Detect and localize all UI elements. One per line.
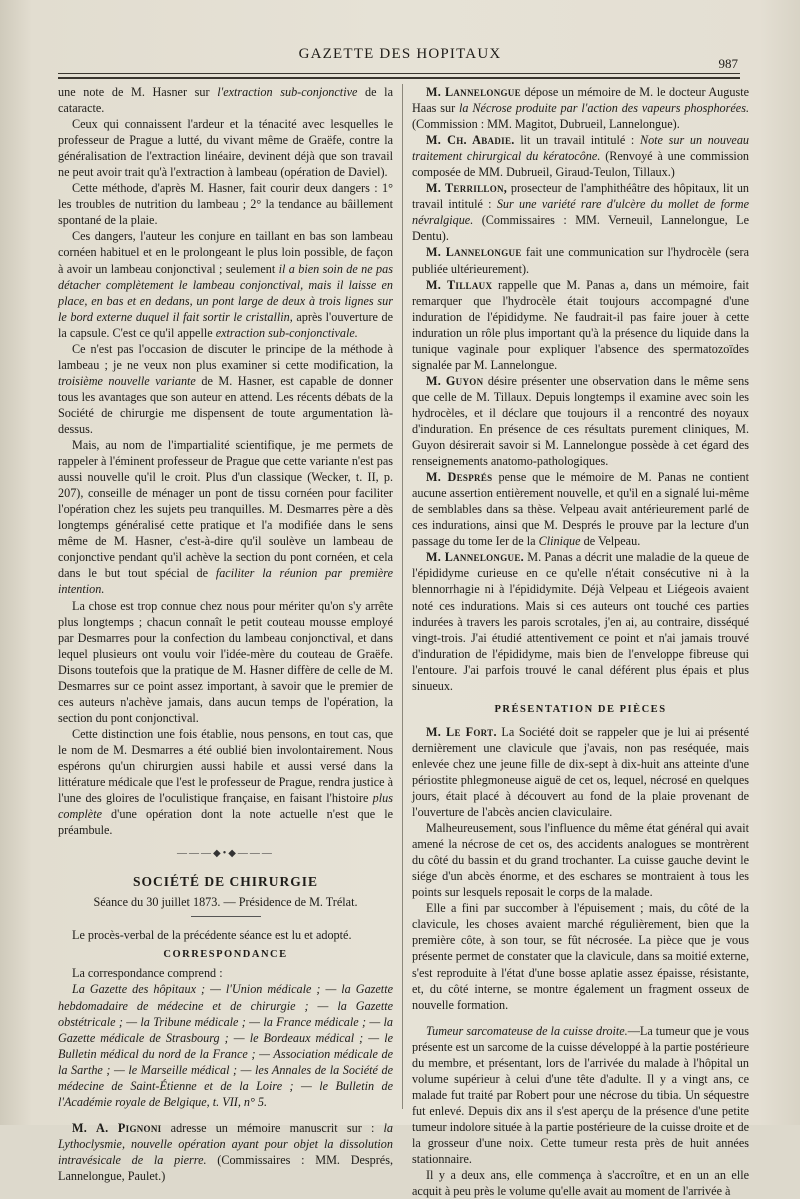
header-rule (58, 73, 740, 74)
short-rule (191, 916, 261, 917)
paragraph: Cette distinction une fois établie, nous pensons, en tout cas, que le nom de M. Desmarres a été oublié bien involontairement. Nous espérons qu'un chirurgien aussi habile et aussi versé dans la littérature médicale que l'est le professeur de Prague, rendra justice à l'une des gloires de l'oculistique française, en faisant l'histoire plus complète d'une opération dont la note actuelle n'est que le préambule. (58, 726, 393, 838)
page-number: 987 (718, 56, 738, 71)
running-title: GAZETTE DES HOPITAUX (298, 46, 502, 62)
paragraph: Mais, au nom de l'impartialité scientifique, je me permets de rappeler à l'éminent professeur de Prague que cette variante n'est pas aussi nouvelle qu'il le croit. Plus d'un classique (Wecker, t. II, p. 207), conseille de ménager un pont de tissu cornéen pour faciliter l'opération chez les sujets peu tranquilles. M. Desmarres père a dès longtemps généralisé cette pratique et l'a modifiée dans le sens même de M. Hasner, c'est-à-dire qu'il soulève un lambeau de conjonctive pendant qu'il achève la section du pont cornéen, et cela dans le but tout spécial de faciliter la réunion par première intention. (58, 438, 394, 597)
spacer (412, 1013, 749, 1023)
paragraph: M. Ch. Abadie. lit un travail intitulé : Note sur un nouveau traitement chirurgical du kératocône. (Renvoyé à une commission composée de MM. Dubrueil, Giraud-Teulon, Tillaux.) (412, 133, 750, 180)
right-column (412, 84, 750, 1199)
separator-ornament: ———◆•◆——— (177, 848, 274, 860)
header-rule-thick (58, 77, 740, 79)
spacer (58, 1110, 393, 1120)
paragraph: M. Le Fort. La Société doit se rappeler que je lui ai présenté dernièrement une clavicule que j'avais, non pas reséquée, mais enlevée chez une jeune fille de dix-sept à dix-huit ans atteinte d'une périostite phlegmoneuse aiguë de cet os, lequel, nécrosé en quelques jours, était placé à découvert au fond de la plaie provenant de l'ouverture de l'abcès ancien claviculaire. (412, 724, 749, 820)
paragraph: M. Lannelongue fait une communication sur l'hydrocèle (sera publiée ultérieurement). (412, 245, 749, 276)
paragraph: M. Després pense que le mémoire de M. Panas ne contient aucune assertion entièrement nouvelle, et qu'il en a signalé lui-même de semblables dans sa thèse. Velpeau avait antérieurement parlé de ces indurations, ainsi que M. Després le prouve par la lecture d'un passage du tome Ier de la Clinique de Velpeau. (412, 470, 749, 549)
paragraph: Il y a deux ans, elle commença à s'accroître, et en un an elle acquit à peu près le volume qu'elle avait au moment de l'arrivée à (412, 1168, 749, 1199)
paragraph: Ceux qui connaissent l'ardeur et la ténacité avec lesquelles le professeur de Prague a lutté, du vivant même de Graëfe, contre la généralisation de l'extraction linéaire, devinent déjà que son travail ne peut avoir trait qu'à l'extraction à lambeau (opération de Daviel). (58, 117, 393, 180)
section-title: SOCIÉTÉ DE CHIRURGIE (132, 874, 319, 890)
paragraph: M. Terrillon, prosecteur de l'amphithéâtre des hôpitaux, lit un travail intitulé : Sur une variété rare d'ulcère du mollet de forme névralgique. (Commissaires : MM. Verneuil, Lannelongue, Le Dentu). (412, 181, 750, 244)
paragraph: Malheureusement, sous l'influence du même état général qui avait amené la nécrose de cet os, des accidents analogues se montrèrent du côté du bassin et du grand trochanter. La cuisse gauche devint le siége d'un abcès énorme, et des eschares se montraient à tous les points sur lesquels reposait le corps de la malade. (412, 821, 749, 900)
paragraph: M. Lannelongue dépose un mémoire de M. le docteur Auguste Haas sur la Nécrose produite par l'action des vapeurs phosphorées. (Commission : MM. Magitot, Dubrueil, Lannelongue). (412, 85, 749, 132)
session-line: Séance du 30 juillet 1873. — Présidence de M. Trélat. (93, 895, 358, 910)
paragraph: une note de M. Hasner sur l'extraction sub-conjonctive de la cataracte. (58, 85, 393, 116)
subsection-heading: PRÉSENTATION DE PIÈCES (494, 703, 667, 715)
subsection-heading: CORRESPONDANCE (163, 949, 288, 961)
paragraph: M. Guyon désire présenter une observation dans le même sens que celle de M. Tillaux. Depuis longtemps il examine avec soin les hydrocèles, et il déclare que toujours il a rencontré des noyaux d'induration. En présence de ces résultats purement cliniques, M. Guyon désirerait savoir si M. Lannelongue possède à cet égard des renseignements anatomo-pathologiques. (412, 373, 749, 469)
paragraph: Ce n'est pas l'occasion de discuter le principe de la méthode à lambeau ; je ne veux non plus examiner si cette modification, la troisième nouvelle variante de M. Hasner, est capable de donner tous les avantages que son auteur en attend. Les récents débats de la Société de chirurgie me dispensent de toute argumentation là-dessus. (58, 341, 393, 436)
paragraph: M. A. Pignoni adresse un mémoire manuscrit sur : la Lythoclysmie, nouvelle opération ayant pour objet la dissolution intravésicale de la pierre. (Commissaires : MM. Després, Lannelongue, Paulet.) (58, 1120, 394, 1183)
paragraph: Ces dangers, l'auteur les conjure en taillant en bas son lambeau cornéen habituel et en le prolongeant le plus loin possible, de façon à avoir un lambeau conjonctival ; seulement il a bien soin de ne pas détacher complètement le lambeau conjonctival, mais il laisse en place, en bas et en dedans, un pont large de deux à trois lignes sur le bord externe duquel il fait sortir le cristallin, après l'ouverture de la capsule. C'est ce qu'il appelle extraction sub-conjonctivale. (58, 229, 393, 340)
paragraph: Elle a fini par succomber à l'épuisement ; mais, du côté de la clavicule, les choses avaient marché régulièrement, bien que la première côte, à son tour, se fût nécrosée. La pièce que je vous présente permet de constater que la clavicule, dans sa moitié externe, s'est reproduite à l'état d'une bosse aplatie assez épaisse, résistante, et, du côté interne, se montre également un fragment osseux de nouvelle formation. (412, 901, 749, 1012)
paragraph: La correspondance comprend : (72, 966, 223, 981)
paragraph: Cette méthode, d'après M. Hasner, fait courir deux dangers : 1° les troubles de nutrition du lambeau ; 2° la tendance au bâillement spontané de la plaie. (58, 181, 393, 228)
paragraph: Le procès-verbal de la précédente séance est lu et adopté. (72, 928, 352, 943)
column-divider (402, 84, 403, 1109)
paragraph: Tumeur sarcomateuse de la cuisse droite.—La tumeur que je vous présente est un sarcome de la cuisse développé à la partie postérieure du membre, et présentant, lors de l'arrivée du malade à l'hôpital un volume supérieur à celui d'une tête d'adulte. Il y a vingt ans, ce malade fut traité par Robert pour une nécrose du tibia. Un séquestre fut enlevé. Depuis dix ans il s'est aperçu de la présence d'une petite tumeur indolore située à la partie postérieure de la cuisse droite et de la grosseur d'une noix. Cette tumeur resta près de huit années stationnaire. (412, 1023, 749, 1167)
paragraph: La chose est trop connue chez nous pour mériter qu'on s'y arrête plus longtemps ; chacun connaît le petit couteau mousse employé par Desmarres pour la confection du lambeau conjonctival, et dans lequel plusieurs ont voulu voir l'idée-mère du couteau de Graëfe. Disons toutefois que la pratique de M. Hasner diffère de celle de M. Desmarres sur ce point assez important, à savoir que le premier de ces auteurs n'achève jamais, dans aucun temps de l'opération, la section du pont conjonctival. (58, 598, 393, 725)
correspondence-list: La Gazette des hôpitaux ; — l'Union médicale ; — la Gazette hebdomadaire de médecine et de chirurgie ; — la Gazette obstétricale ; — la Tribune médicale ; — la France médicale ; — la Gazette médicale de Strasbourg ; — le Bordeaux médical ; — le Bulletin médical du nord de la France ; — Association médicale de la Sarthe ; — le Marseille médical ; — les Annales de la Société de médecine de Saint-Étienne et de la Loire ; — le Bulletin de l'Académie royale de Belgique, t. VII, n° 5. (58, 982, 393, 1109)
paragraph: M. Lannelongue. M. Panas a décrit une maladie de la queue de l'épididyme curieuse en ce qu'elle n'était consécutive ni à la blennorrhagie ni à l'épididymite. Déjà Velpeau et Liégeois avaient noté ces indurations. Mais si ces auteurs ont touché ces parties indurées à travers les parois scrotales, j'en ai, au contraire, disséqué vingt-trois. J'ai étudié attentivement ce point et n'ai jamais trouvé d'induration de l'épididyme, mais bien de l'enveloppe fibreuse qui l'entoure. J'ai parfois trouvé le canal déférent plus épais et plus sinueux. (412, 550, 749, 693)
paragraph: M. Tillaux rappelle que M. Panas a, dans un mémoire, fait remarquer que l'hydrocèle était toujours accompagné d'une induration de l'épididyme. Ne faudrait-il pas faire jouer à cette induration un rôle plus important qu'à la présence du liquide dans la tunique vaginale pour expliquer l'absence des spermatozoïdes signalée par M. Lannelongue. (412, 277, 750, 372)
left-column (58, 84, 394, 1183)
